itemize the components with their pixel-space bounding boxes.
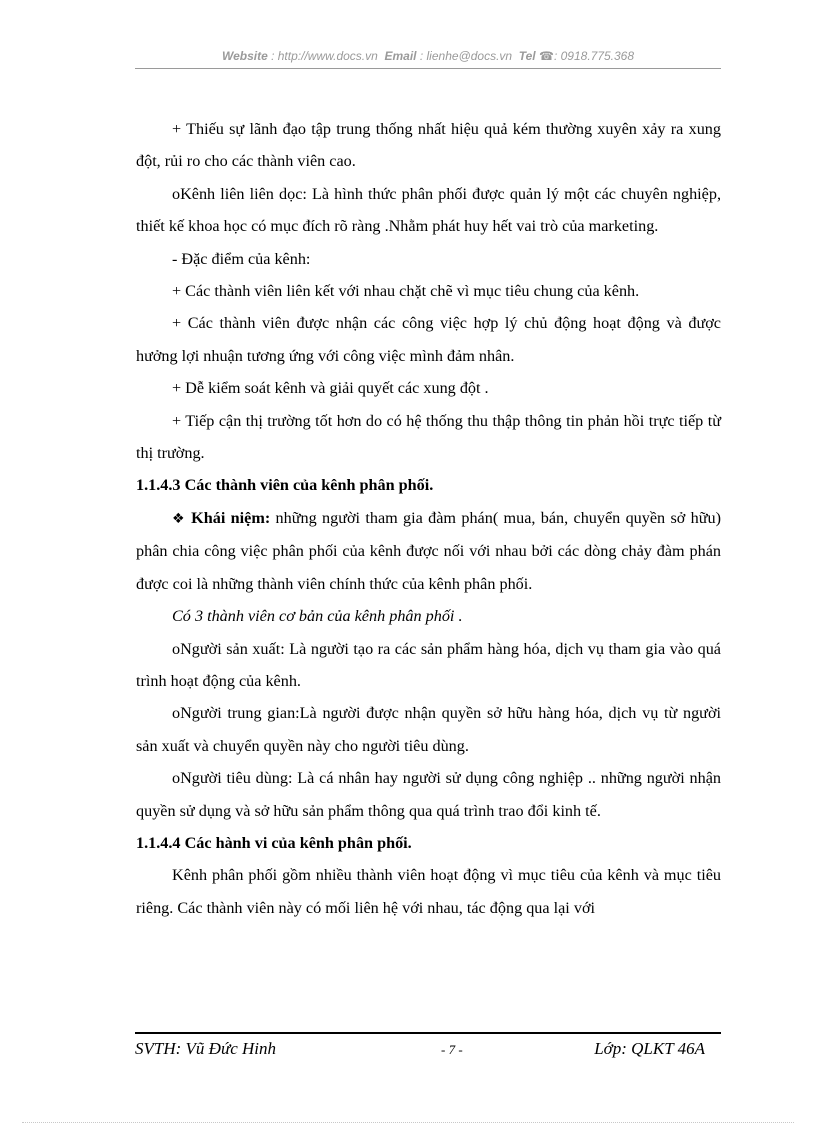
website-label: Website [221, 49, 268, 63]
paragraph-9: Có 3 thành viên cơ bản của kênh phân phối . [172, 607, 463, 626]
page-header [135, 44, 721, 69]
section-heading-1-1-4-4: 1.1.4.4 Các hành vi của kênh phân phối. [136, 833, 412, 852]
page-footer [135, 1032, 721, 1064]
email-value: : lienhe@docs.vn [419, 49, 513, 63]
paragraph-8 [136, 502, 721, 600]
concept-label: Khái niệm: [191, 508, 271, 527]
email-label: Email [384, 49, 417, 63]
website-value: : http://www.docs.vn [271, 49, 378, 63]
diamond-bullet-icon: ❖ [172, 510, 186, 527]
paragraph-13: Kênh phân phối gồm nhiều thành viên hoạt động vì mục tiêu của kênh và mục tiêu riêng. Các thành viên này có mối liên hệ với nhau, tác động qua lại với [136, 866, 721, 917]
concept-text: những người tham gia đàm phán( mua, bán, chuyển quyền sở hữu) phân chia công việc phân phối của kênh được nối với nhau bởi các dòng chảy đàm phán được coi là những thành viên chính thức của kênh phân phối. [136, 508, 721, 593]
page-number: - 7 - [441, 1042, 463, 1057]
paragraph-1: + Thiếu sự lãnh đạo tập trung thống nhất hiệu quả kém thường xuyên xảy ra xung đột, rủi ro cho các thành viên cao. [136, 120, 721, 171]
paragraph-3: - Đặc điểm của kênh: [172, 249, 311, 268]
student-name: SVTH: Vũ Đức Hinh [135, 1039, 277, 1058]
paragraph-6: + Dễ kiểm soát kênh và giải quyết các xung đột . [172, 379, 489, 398]
section-heading-1-1-4-3: 1.1.4.3 Các thành viên của kênh phân phối. [136, 476, 434, 495]
paragraph-4: + Các thành viên liên kết với nhau chặt chẽ vì mục tiêu chung của kênh. [172, 282, 640, 301]
phone-icon: ☎ [539, 49, 554, 63]
paragraph-7: + Tiếp cận thị trường tốt hơn do có hệ thống thu thập thông tin phản hồi trực tiếp từ thị trường. [136, 411, 721, 463]
paragraph-11: oNgười trung gian:Là người được nhận quyền sở hữu hàng hóa, dịch vụ từ người sản xuất và chuyển quyền này cho người tiêu dùng. [136, 704, 721, 755]
tel-value: : 0918.775.368 [553, 49, 635, 63]
class-name: Lớp: QLKT 46A [594, 1039, 705, 1058]
paragraph-12: oNgười tiêu dùng: Là cá nhân hay người sử dụng công nghiệp .. những người nhận quyền sử dụng và sở hữu sản phẩm thông qua quá trình trao đổi kinh tế. [136, 769, 721, 820]
paragraph-2: oKênh liên liên dọc: Là hình thức phân phối được quản lý một các chuyên nghiệp, thiết kế khoa học có mục đích rõ ràng .Nhằm phát huy hết vai trò của marketing. [136, 184, 721, 236]
paragraph-5: + Các thành viên được nhận các công việc hợp lý chủ động hoạt động và được hưởng lợi nhuận tương ứng với công việc mình đảm nhân. [136, 314, 721, 365]
paragraph-10: oNgười sản xuất: Là người tạo ra các sản phẩm hàng hóa, dịch vụ tham gia vào quá trình hoạt động của kênh. [136, 639, 721, 690]
tel-label: Tel [518, 49, 536, 63]
document-body [136, 113, 721, 924]
